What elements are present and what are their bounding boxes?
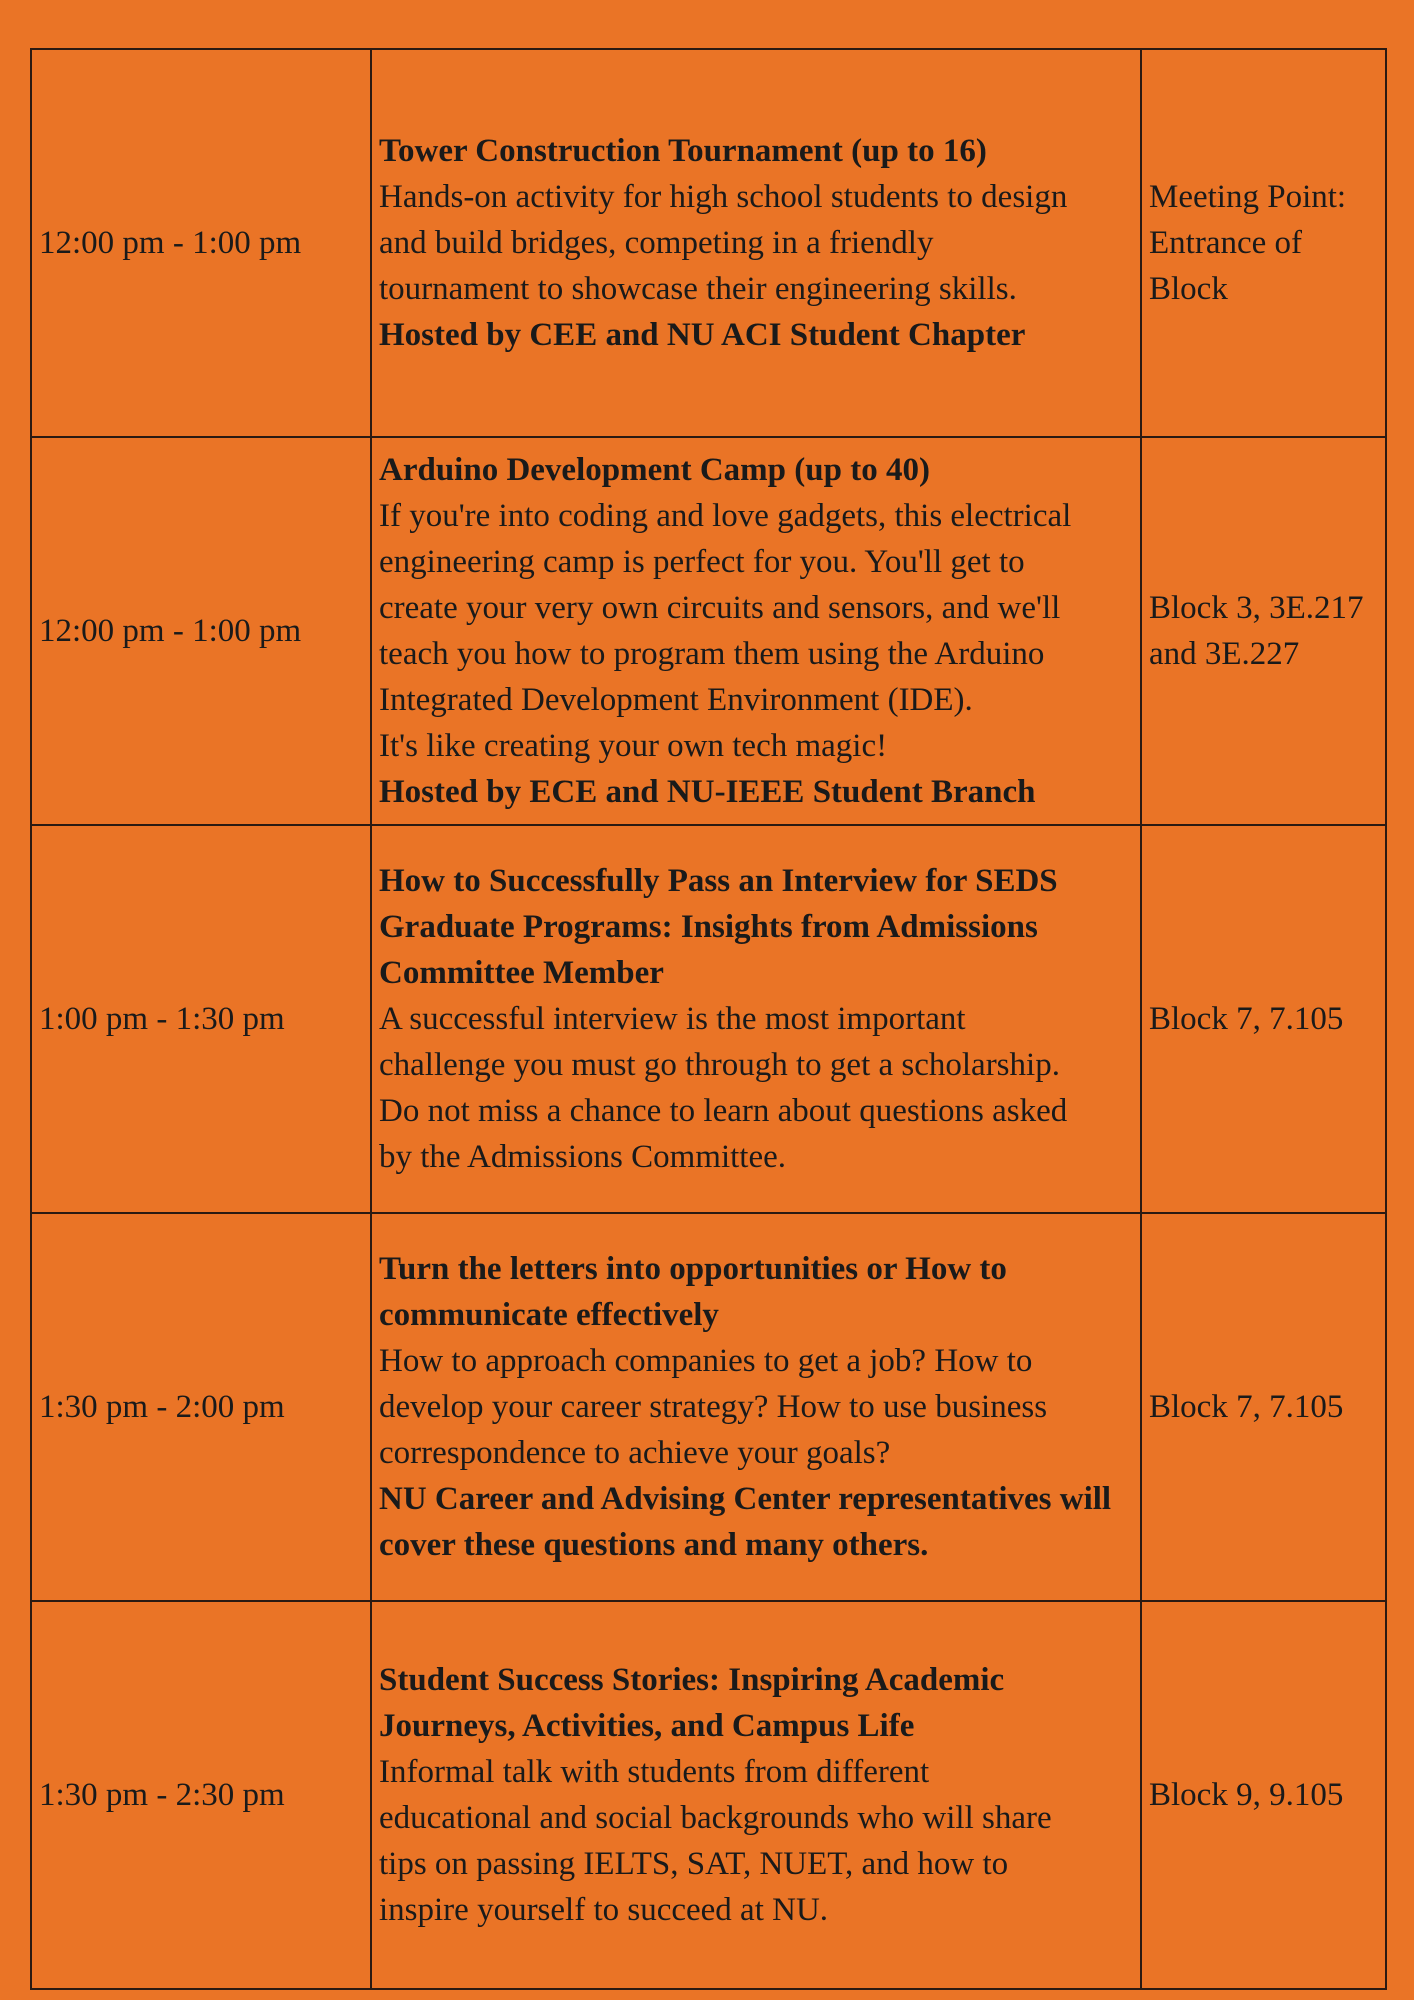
location-line: Entrance of — [1149, 225, 1302, 261]
location-cell — [1141, 825, 1386, 1213]
description-cell — [371, 49, 1141, 437]
description-line: create your very own circuits and sensors, and we'll — [379, 590, 1061, 626]
event-time: 1:30 pm - 2:00 pm — [39, 1389, 285, 1425]
time-cell — [31, 825, 371, 1213]
event-title: How to Successfully Pass an Interview for SEDS Graduate Programs: Insights from Admissions Committee Member — [379, 863, 1058, 991]
location-line: Block 9, 9.105 — [1149, 1777, 1344, 1813]
description-line: Do not miss a chance to learn about questions asked — [379, 1093, 1068, 1129]
table-row — [31, 825, 1386, 1213]
description-cell — [371, 1601, 1141, 1989]
description-line: inspire yourself to succeed at NU. — [379, 1892, 829, 1928]
location-line: Meeting Point: — [1149, 179, 1347, 215]
description-line: by the Admissions Committee. — [379, 1139, 787, 1175]
schedule-table — [30, 48, 1387, 1990]
time-cell — [31, 437, 371, 825]
description-line: educational and social backgrounds who will share — [379, 1800, 1052, 1836]
location-line: Block 7, 7.105 — [1149, 1389, 1344, 1425]
table-row — [31, 49, 1386, 437]
time-cell — [31, 1213, 371, 1601]
event-time: 1:00 pm - 1:30 pm — [39, 1001, 285, 1037]
location-cell — [1141, 1601, 1386, 1989]
event-time: 12:00 pm - 1:00 pm — [39, 613, 302, 649]
event-title: Arduino Development Camp (up to 40) — [379, 452, 930, 488]
location-line: and 3E.227 — [1149, 636, 1300, 672]
location-cell — [1141, 49, 1386, 437]
table-row — [31, 1601, 1386, 1989]
location-line: Block — [1149, 271, 1228, 307]
table-row — [31, 437, 1386, 825]
description-line: tournament to showcase their engineering skills. — [379, 271, 1017, 307]
location-cell — [1141, 1213, 1386, 1601]
description-line: Informal talk with students from different — [379, 1754, 930, 1790]
event-host: NU Career and Advising Center representatives will cover these questions and many others. — [379, 1481, 1112, 1563]
location-line: Block 7, 7.105 — [1149, 1001, 1344, 1037]
description-line: engineering camp is perfect for you. You'll get to — [379, 544, 1025, 580]
description-line: It's like creating your own tech magic! — [379, 728, 888, 764]
event-title: Tower Construction Tournament (up to 16) — [379, 133, 987, 169]
table-row — [31, 1213, 1386, 1601]
description-line: Hands-on activity for high school students to design — [379, 179, 1068, 215]
description-cell — [371, 437, 1141, 825]
description-cell — [371, 1213, 1141, 1601]
description-line: If you're into coding and love gadgets, this electrical — [379, 498, 1072, 534]
description-line: Integrated Development Environment (IDE). — [379, 682, 973, 718]
event-title: Student Success Stories: Inspiring Academic Journeys, Activities, and Campus Life — [379, 1662, 1005, 1744]
time-cell — [31, 49, 371, 437]
location-line: Block 3, 3E.217 — [1149, 590, 1364, 626]
description-line: correspondence to achieve your goals? — [379, 1435, 891, 1471]
time-cell — [31, 1601, 371, 1989]
event-host: Hosted by CEE and NU ACI Student Chapter — [379, 317, 1026, 353]
event-time: 1:30 pm - 2:30 pm — [39, 1777, 285, 1813]
description-line: tips on passing IELTS, SAT, NUET, and how to — [379, 1846, 1009, 1882]
schedule-body — [31, 49, 1386, 1989]
description-cell — [371, 825, 1141, 1213]
description-line: and build bridges, competing in a friendly — [379, 225, 934, 261]
event-time: 12:00 pm - 1:00 pm — [39, 225, 302, 261]
location-cell — [1141, 437, 1386, 825]
description-line: How to approach companies to get a job? How to — [379, 1343, 1033, 1379]
event-title: Turn the letters into opportunities or How to communicate effectively — [379, 1251, 1007, 1333]
description-line: develop your career strategy? How to use business — [379, 1389, 1048, 1425]
description-line: challenge you must go through to get a scholarship. — [379, 1047, 1060, 1083]
description-line: teach you how to program them using the Arduino — [379, 636, 1045, 672]
description-line: A successful interview is the most important — [379, 1001, 966, 1037]
event-host: Hosted by ECE and NU-IEEE Student Branch — [379, 774, 1036, 810]
